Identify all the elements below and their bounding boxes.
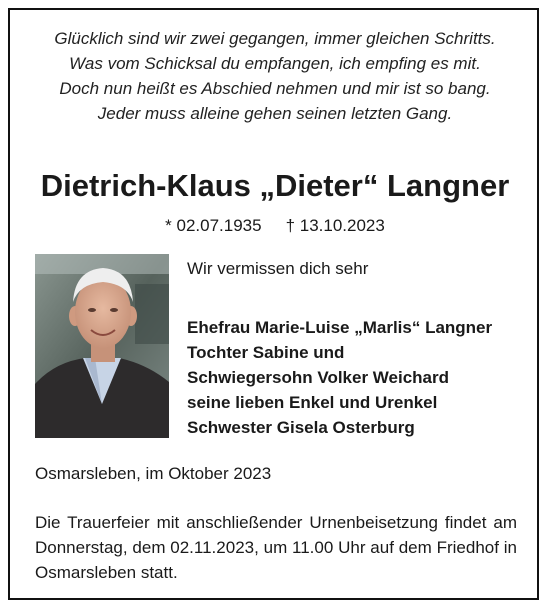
funeral-notice: Die Trauerfeier mit anschließender Urnenbeisetzung findet am Donnerstag, dem 02.11.2023, um 11.00 Uhr auf dem Friedhof in Osmarsleben statt. (35, 513, 517, 582)
poem (0, 26, 550, 126)
mourners-list (187, 315, 492, 440)
mourner: Schwiegersohn Volker Weichard (187, 368, 450, 387)
mourner: Ehefrau Marie-Luise „Marlis“ Langner (187, 318, 493, 337)
deceased-name: Dietrich-Klaus „Dieter“ Langner (40, 168, 510, 203)
message: Wir vermissen dich sehr (187, 259, 369, 278)
death-date: † 13.10.2023 (285, 216, 385, 235)
birth-date: * 02.07.1935 (165, 216, 262, 235)
place-date: Osmarsleben, im Oktober 2023 (35, 464, 272, 483)
poem-line: Doch nun heißt es Abschied nehmen und mir ist so bang. (59, 79, 491, 98)
poem-line: Glücklich sind wir zwei gegangen, immer gleichen Schritts. (54, 29, 496, 48)
mourner: Tochter Sabine und (187, 343, 345, 362)
mourner: Schwester Gisela Osterburg (187, 418, 415, 437)
poem-line: Was vom Schicksal du empfangen, ich empfing es mit. (69, 54, 481, 73)
mourner: seine lieben Enkel und Urenkel (187, 393, 438, 412)
poem-line: Jeder muss alleine gehen seinen letzten Gang. (97, 104, 453, 123)
portrait-photo (35, 254, 169, 438)
life-dates (0, 215, 550, 237)
